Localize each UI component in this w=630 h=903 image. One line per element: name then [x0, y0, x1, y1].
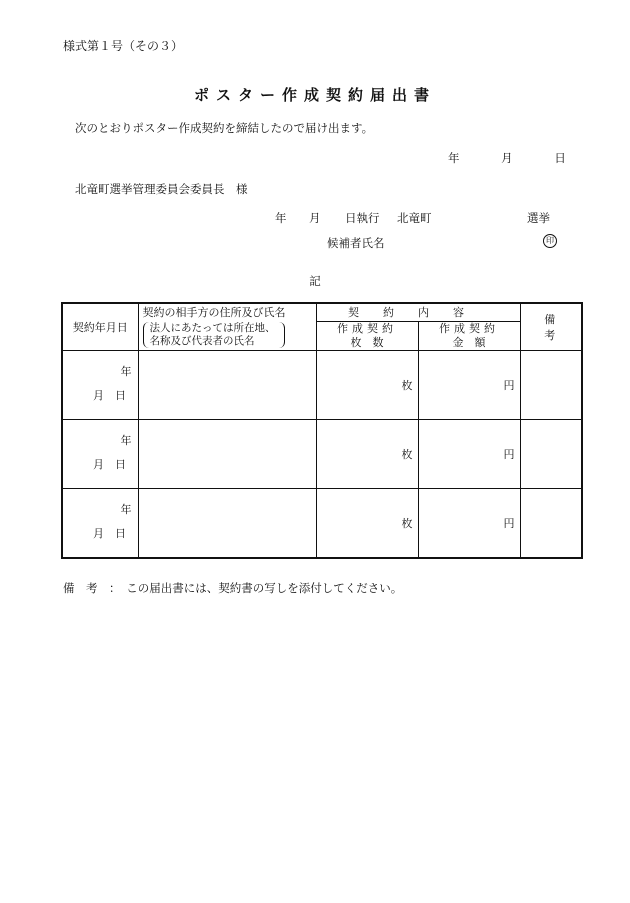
contract-table: [61, 302, 583, 559]
table-row: [62, 489, 582, 558]
row-remarks-cell[interactable]: [520, 489, 582, 558]
row-amount-unit: 円: [503, 379, 515, 392]
row-year-label: 年: [120, 365, 132, 378]
election-line: [275, 210, 550, 226]
header-contract-content: 契約内容: [316, 303, 520, 321]
date-year-label: 年: [448, 151, 460, 165]
row-month-day-label: 月 日: [93, 527, 126, 540]
row-amount-unit: 円: [503, 448, 515, 461]
row-date-cell[interactable]: [62, 489, 138, 558]
election-label: 選挙: [527, 211, 550, 225]
table-row: [62, 420, 582, 489]
row-amount-cell[interactable]: [418, 420, 520, 489]
row-amount-cell[interactable]: [418, 351, 520, 420]
header-contract-date: 契約年月日: [62, 303, 138, 351]
row-month-day-label: 月 日: [93, 389, 126, 402]
header-count-line-1: 作成契約: [337, 321, 397, 335]
row-count-unit: 枚: [401, 516, 413, 530]
header-amount-line-1: 作成契約: [439, 321, 499, 335]
form-number: 様式第１号（その３）: [63, 39, 184, 53]
remarks-note: 備 考 ： この届出書には、契約書の写しを添付してください。: [63, 581, 403, 595]
header-remarks: 備考: [520, 303, 582, 351]
row-count-unit: 枚: [401, 448, 413, 461]
exec-year-label: 年: [275, 211, 287, 225]
town-label: 北竜町: [397, 211, 432, 225]
intro-text: 次のとおりポスター作成契約を締結したので届け出ます。: [75, 121, 374, 135]
header-party-note-line-1: 法人にあたっては所在地、: [149, 322, 276, 334]
row-party-cell[interactable]: [138, 420, 316, 489]
exec-day-label: 日執行: [345, 211, 380, 225]
row-date-cell[interactable]: [62, 351, 138, 420]
header-party-note-line-2: 名称及び代表者の氏名: [149, 335, 255, 347]
ki-heading: 記: [309, 274, 321, 288]
page-title: ポスター作成契約届出書: [193, 86, 436, 104]
row-remarks-cell[interactable]: [520, 420, 582, 489]
date-month-label: 月: [501, 151, 513, 165]
header-party-label: 契約の相手方の住所及び氏名: [142, 306, 286, 319]
row-count-unit: 枚: [401, 379, 413, 392]
row-count-cell[interactable]: [316, 351, 418, 420]
header-amount-line-2: 金 額: [452, 335, 486, 349]
row-remarks-cell[interactable]: [520, 351, 582, 420]
row-month-day-label: 月 日: [93, 458, 126, 471]
header-amount: [418, 321, 520, 351]
table-header-row-1: [62, 303, 582, 321]
row-party-cell[interactable]: [138, 351, 316, 420]
row-amount-cell[interactable]: [418, 489, 520, 558]
row-count-cell[interactable]: [316, 420, 418, 489]
addressee: 北竜町選挙管理委員会委員長 様: [75, 182, 248, 196]
seal-mark: 印: [543, 234, 557, 248]
exec-month-label: 月: [309, 211, 321, 225]
candidate-name-label: 候補者氏名: [327, 236, 385, 250]
header-party: [138, 303, 316, 351]
submission-date: [448, 150, 586, 166]
row-date-cell[interactable]: [62, 420, 138, 489]
row-party-cell[interactable]: [138, 489, 316, 558]
table-row: [62, 351, 582, 420]
date-day-label: 日: [554, 151, 566, 165]
header-count: [316, 321, 418, 351]
row-year-label: 年: [120, 434, 132, 447]
row-year-label: 年: [120, 503, 132, 516]
header-party-note: [143, 322, 285, 348]
header-count-line-2: 枚 数: [350, 335, 384, 349]
row-count-cell[interactable]: [316, 489, 418, 558]
row-amount-unit: 円: [503, 516, 515, 530]
